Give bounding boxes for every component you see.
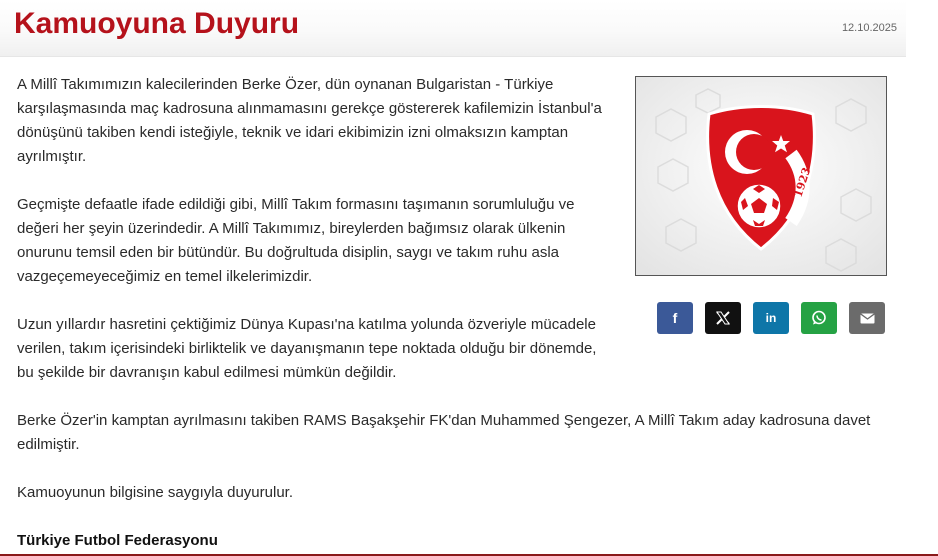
share-bar bbox=[657, 302, 885, 334]
email-icon bbox=[860, 313, 875, 324]
whatsapp-icon bbox=[811, 310, 827, 326]
share-facebook-button[interactable] bbox=[657, 302, 693, 334]
page-title: Kamuoyuna Duyuru bbox=[14, 7, 300, 40]
article-paragraph-4: Berke Özer'in kamptan ayrılmasını takiben RAMS Başakşehir FK'dan Muhammed Şengezer, A Millî Takım aday kadrosuna davet edilmiştir. bbox=[17, 412, 871, 453]
article-signature: Türkiye Futbol Federasyonu bbox=[17, 532, 218, 549]
share-whatsapp-button[interactable] bbox=[801, 302, 837, 334]
publish-date: 12.10.2025 bbox=[841, 22, 897, 34]
x-icon bbox=[716, 311, 730, 325]
share-linkedin-button[interactable] bbox=[753, 302, 789, 334]
article-paragraph-3: Uzun yıllardır hasretini çektiğimiz Dünya Kupası'na katılma yolunda özveriyle mücadele verilen, takım içerisindeki birliktelik ve dayanışmanın tepe noktada olduğu bir dönemde, bu şekilde bir davranışın kabul edilmesi mümkün değildir. bbox=[17, 316, 597, 381]
page-header bbox=[0, 0, 906, 57]
tff-emblem-image bbox=[636, 77, 886, 275]
article-paragraph-2: Geçmişte defaatle ifade edildiği gibi, Millî Takım formasını taşımanın sorumluluğu ve değeri her şeyin üzerindedir. A Millî Takımımız, bireylerden bağımsız olarak ülkenin onurunu temsil eden bir bütündür. Bu doğrultuda disiplin, saygı ve takım ruhu asla vazgeçemeyeceğimiz en temel ilkelerimizdir. bbox=[17, 196, 575, 285]
share-email-button[interactable] bbox=[849, 302, 885, 334]
share-x-button[interactable] bbox=[705, 302, 741, 334]
facebook-icon: f bbox=[672, 310, 678, 326]
article-paragraph-1: A Millî Takımımızın kalecilerinden Berke Özer, dün oynanan Bulgaristan - Türkiye karşılaşmasında maç kadrosuna alınmamasını gerekçe göstererek kafilemizin İstanbul'a dönüşünü takiben kendi isteğiyle, teknik ve idari ekibimizin izni olmaksızın kamptan ayrılmıştır. bbox=[17, 76, 602, 165]
linkedin-icon: in bbox=[765, 311, 777, 325]
emblem-year: 1923 bbox=[791, 165, 814, 199]
article-image bbox=[635, 76, 887, 276]
article-paragraph-5: Kamuoyunun bilgisine saygıyla duyurulur. bbox=[17, 484, 293, 501]
